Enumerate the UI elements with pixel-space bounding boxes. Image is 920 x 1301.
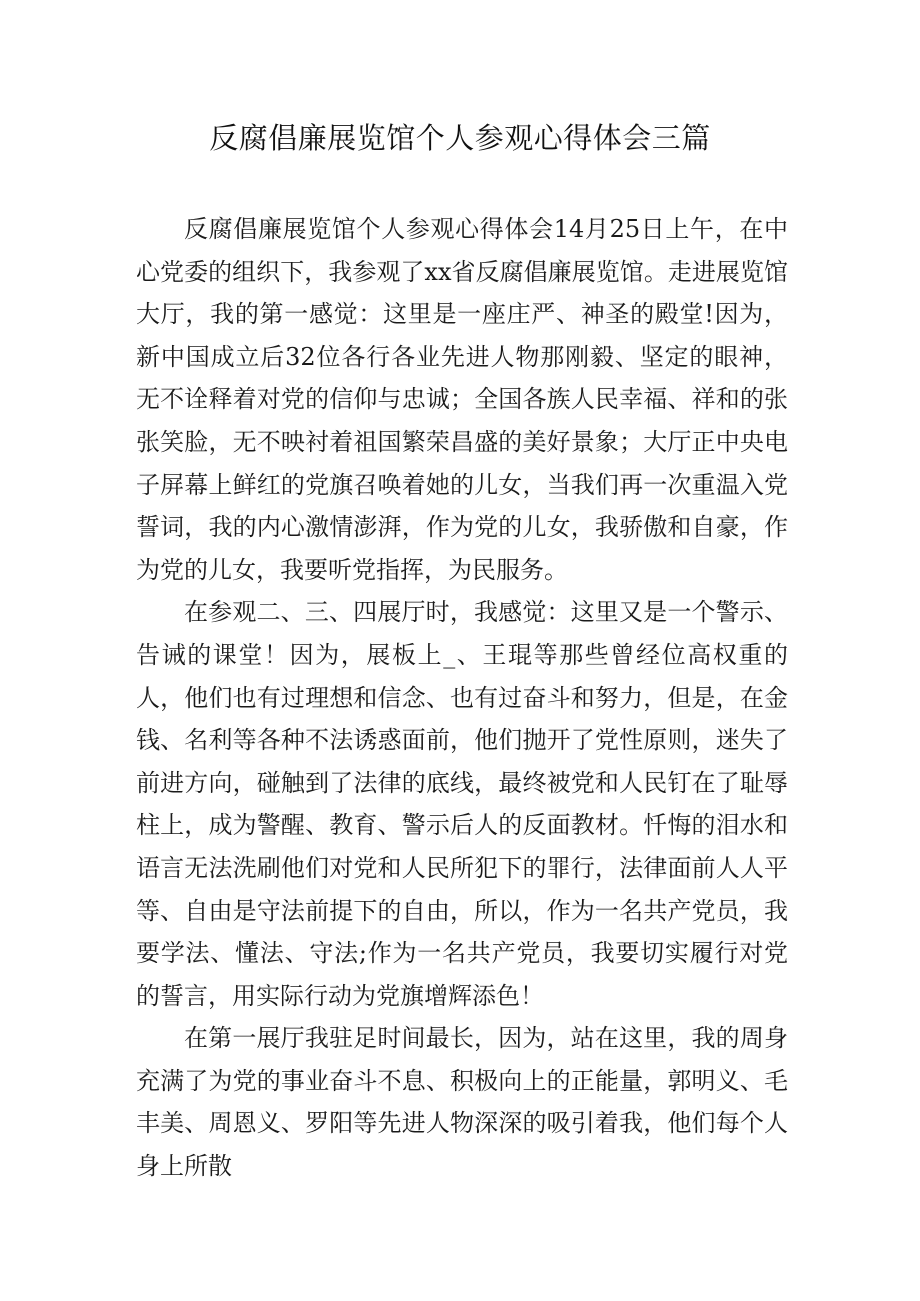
paragraph-3: 在第一展厅我驻足时间最长，因为，站在这里，我的周身充满了为党的事业奋斗不息、积极向上的正能量，郭明义、毛丰美、周恩义、罗阳等先进人物深深的吸引着我，他们每个人身上所散 xyxy=(136,1024,788,1181)
paragraph-2: 在参观二、三、四展厅时，我感觉：这里又是一个警示、告诫的课堂！因为，展板上_、王琨等那些曾经位高权重的人，他们也有过理想和信念、也有过奋斗和努力，但是，在金钱、名利等各种不法诱惑面前，他们抛开了党性原则，迷失了前进方向，碰触到了法律的底线，最终被党和人民钉在了耻辱柱上，成为警醒、教育、警示后人的反面教材。忏悔的泪水和语言无法洗刷他们对党和人民所犯下的罪行，法律面前人人平等、自由是守法前提下的自由，所以，作为一名共产党员，我要学法、懂法、守法;作为一名共产党员，我要切实履行对党的誓言，用实际行动为党旗增辉添色！ xyxy=(136,598,788,1010)
document-body xyxy=(136,208,788,1188)
paragraph-1: 反腐倡廉展览馆个人参观心得体会14月25日上午，在中心党委的组织下，我参观了xx省反腐倡廉展览馆。走进展览馆大厅，我的第一感觉：这里是一座庄严、神圣的殿堂!因为，新中国成立后32位各行各业先进人物那刚毅、坚定的眼神，无不诠释着对党的信仰与忠诚；全国各族人民幸福、祥和的张张笑脸，无不映衬着祖国繁荣昌盛的美好景象；大厅正中央电子屏幕上鲜红的党旗召唤着她的儿女，当我们再一次重温入党誓词，我的内心激情澎湃，作为党的儿女，我骄傲和自豪，作为党的儿女，我要听党指挥，为民服务。 xyxy=(136,215,788,584)
document-title: 反腐倡廉展览馆个人参观心得体会三篇 xyxy=(209,121,711,155)
